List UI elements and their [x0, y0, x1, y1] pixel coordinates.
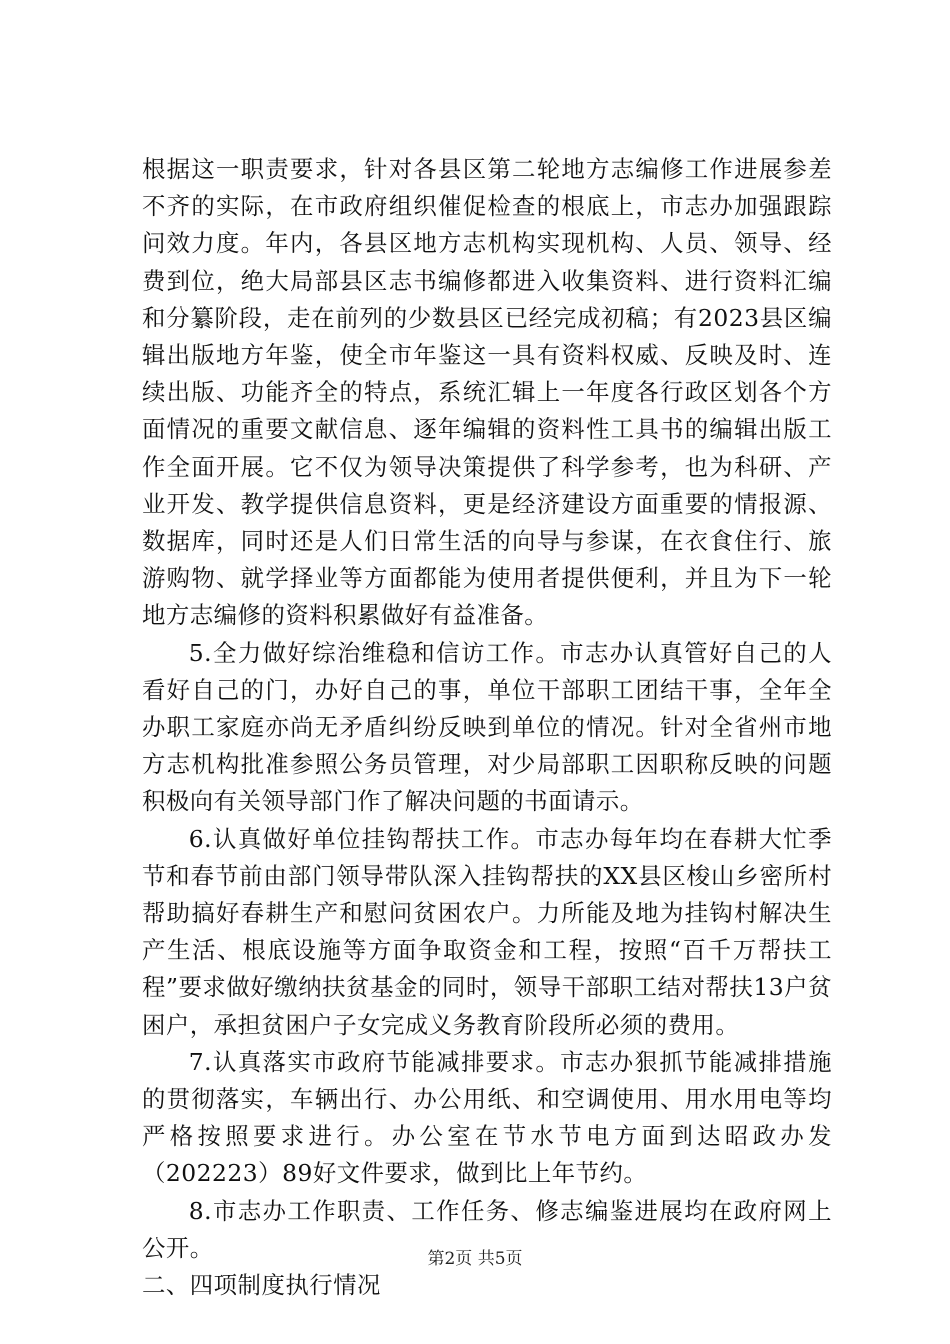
paragraph-continuation: 根据这一职责要求，针对各县区第二轮地方志编修工作进展参差不齐的实际，在市政府组织催促检查的根底上，市志办加强跟踪问效力度。年内，各县区地方志机构实现机构、人员、领导、经费到位，绝大局部县区志书编修都进入收集资料、进行资料汇编和分纂阶段，走在前列的少数县区已经完成初稿；有2023县区编辑出版地方年鉴，使全市年鉴这一具有资料权威、反映及时、连续出版、功能齐全的特点，系统汇辑上一年度各行政区划各个方面情况的重要文献信息、逐年编辑的资料性工具书的编辑出版工作全面开展。它不仅为领导决策提供了科学参考，也为科研、产业开发、教学提供信息资料，更是经济建设方面重要的情报源、数据库，同时还是人们日常生活的向导与参谋，在衣食住行、旅游购物、就学择业等方面都能为使用者提供便利，并且为下一轮地方志编修的资料积累做好有益准备。 — [142, 155, 832, 630]
page-footer: 第2页 共5页 — [427, 1249, 523, 1269]
document-body — [142, 151, 832, 1304]
paragraph-item-6: 6.认真做好单位挂钩帮扶工作。市志办每年均在春耕大忙季节和春节前由部门领导带队深入挂钩帮扶的XX县区梭山乡密所村帮助搞好春耕生产和慰问贫困农户。力所能及地为挂钩村解决生产生活、根底设施等方面争取资金和工程，按照“百千万帮扶工程”要求做好缴纳扶贫基金的同时，领导干部职工结对帮扶13户贫困户，承担贫困户子女完成义务教育阶段所必须的费用。 — [142, 824, 832, 1039]
paragraph-item-8: 8.市志办工作职责、工作任务、修志编鉴进展均在政府网上公开。 — [142, 1196, 832, 1262]
paragraph-item-7: 7.认真落实市政府节能减排要求。市志办狠抓节能减排措施的贯彻落实，车辆出行、办公用纸、和空调使用、用水用电等均严格按照要求进行。办公室在节水节电方面到达昭政办发（202223）89好文件要求，做到比上年节约。 — [142, 1047, 832, 1188]
paragraph-item-5: 5.全力做好综治维稳和信访工作。市志办认真管好自己的人看好自己的门，办好自己的事，单位干部职工团结干事，全年全办职工家庭亦尚无矛盾纠纷反映到单位的情况。针对全省州市地方志机构批准参照公务员管理，对少局部职工因职称反映的问题积极向有关领导部门作了解决问题的书面请示。 — [142, 638, 832, 816]
section-heading: 二、四项制度执行情况 — [142, 1271, 381, 1300]
